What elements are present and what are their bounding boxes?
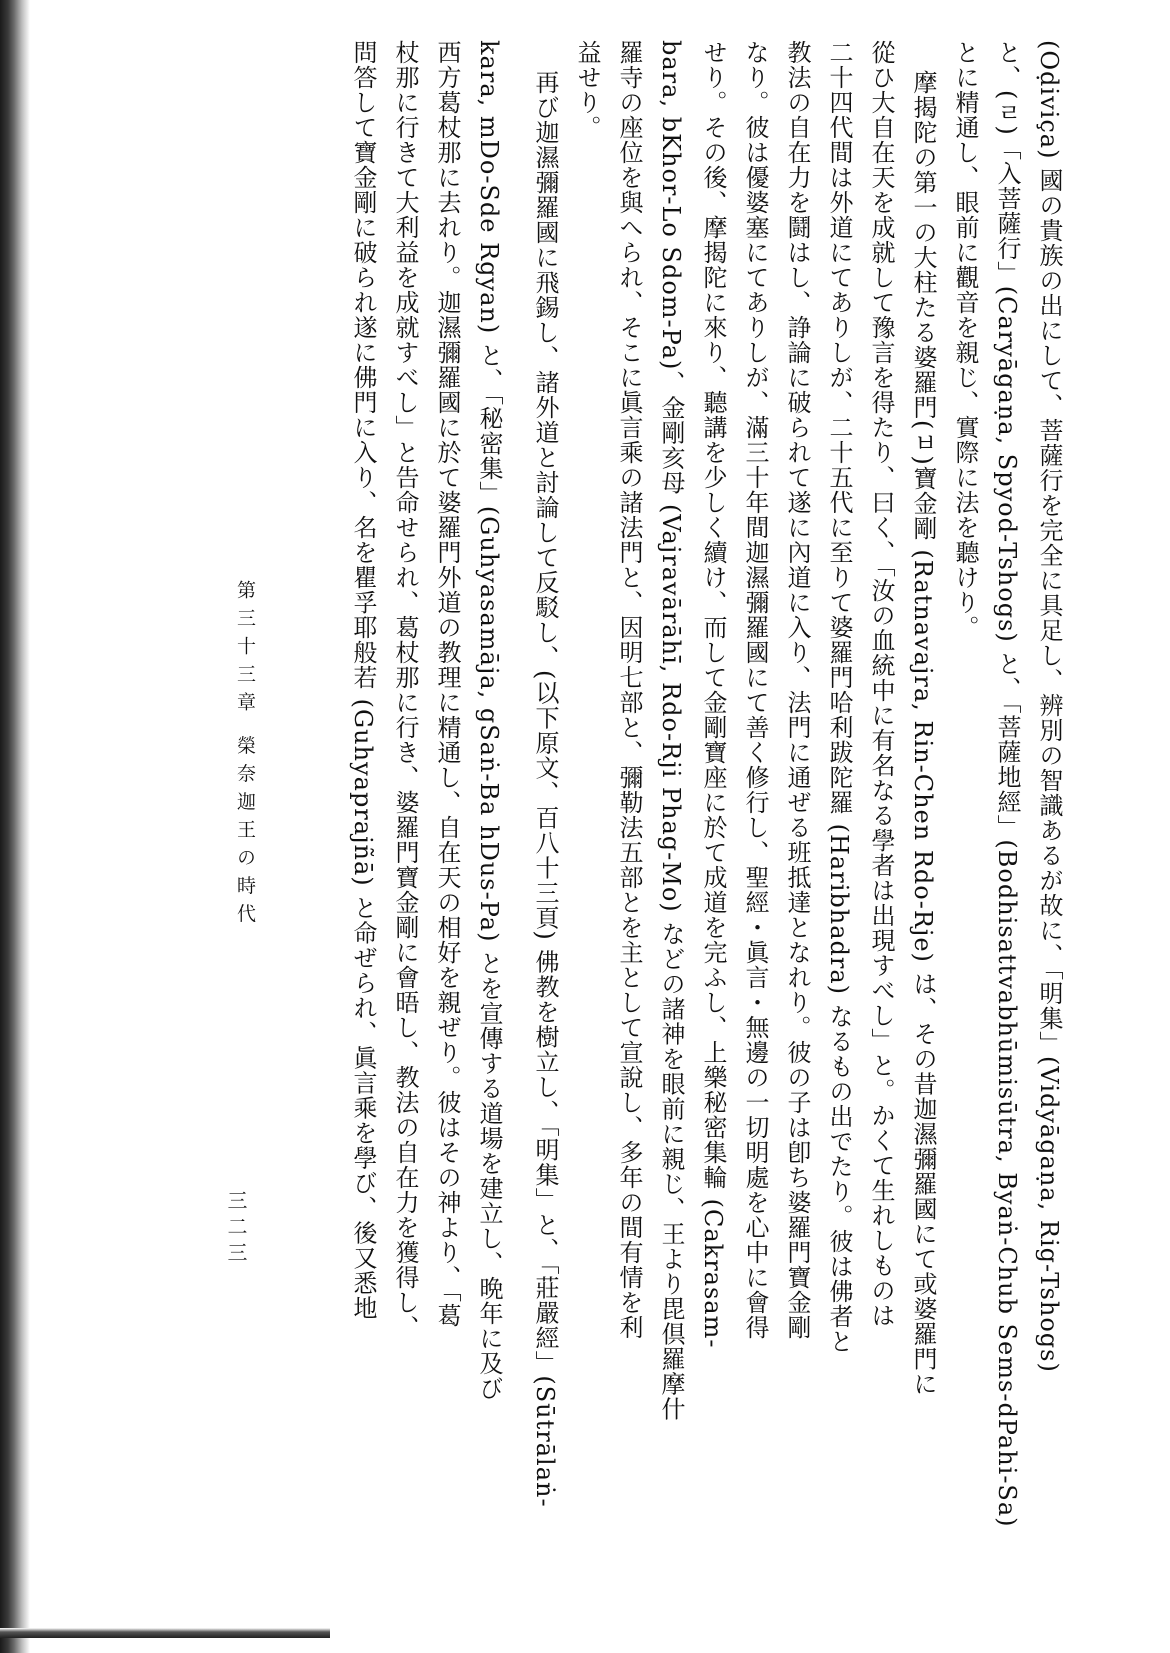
text-line: 問答して寶金剛に破られ遂に佛門に入り、名を瞿孚耶般若 (Guhyaprajñā) と命ぜられ、眞言乘を學び、後又悉地: [349, 40, 377, 1321]
text-line: 西方葛杖那に去れり。迦濕彌羅國に於て婆羅門外道の教理に精通し、自在天の相好を親ぜり。彼はその神より、「葛: [433, 40, 461, 1328]
binding-shadow: [0, 0, 30, 1653]
text-line: 教法の自在力を鬪はし、諍論に破られて遂に內道に入り、法門に通ぜる班抵達となれり。彼の子は卽ち婆羅門寶金剛: [783, 40, 811, 1340]
running-head: 第三十三章 榮奈迦王の時代: [234, 580, 256, 932]
body-text: [342, 40, 1070, 1528]
text-line: 二十四代間は外道にてありしが、二十五代に至りて婆羅門哈利跋陀羅 (Haribhadra) なるもの出でたり。彼は佛者と: [825, 40, 853, 1354]
text-line: 從ひ大自在天を成就して豫言を得たり、曰く、「汝の血統中に有名なる學者は出現すべし」と。かくて生れしものは: [867, 40, 895, 1328]
text-line: せり。その後、摩揭陀に來り、聽講を少しく續け、而して金剛寶座に於て成道を完ふし、上樂秘密集輪 (Cakrasam-: [699, 40, 727, 1349]
page-edge-shadow: [0, 1628, 330, 1638]
page-number: 三二三: [224, 1190, 248, 1268]
paragraph-start: 摩揭陀の第一の大柱たる婆羅門(ㅂ)寶金剛 (Ratnavajra, Rin-Chen Rdo-Rje) は、その昔迦濕彌羅國にて或婆羅門に: [909, 70, 937, 1397]
text-line: と、(ㄹ)「入菩薩行」(Caryāgaṇa, Spyod-Tshogs) と、「菩薩地經」(Bodhisattvabhūmisūtra, Byaṅ-Chub Sems-dPahi-Sa): [993, 40, 1021, 1528]
text-line: 益せり。: [573, 40, 601, 140]
text-line: kara, mDo-Sde Rgyan) と、「秘密集」(Guhyasamāja, gSaṅ-Ba hDus-Pa) とを宣傳する道場を建立し、晩年に及び: [475, 40, 503, 1402]
text-line: bara, bKhor-Lo Sdom-Pa)、金剛亥母 (Vajravārāhī, Rdo-Rji Phag-Mo) などの諸神を眼前に親じ、王より毘倶羅摩什: [657, 40, 685, 1422]
text-line: 杖那に行きて大利益を成就すべし」と告命せられ、葛杖那に行き、婆羅門寶金剛に會晤し、教法の自在力を獲得し、: [391, 40, 419, 1340]
text-line: 羅寺の座位を與へられ、そこに眞言乘の諸法門と、因明七部と、彌勒法五部とを主として宣說し、多年の間有情を利: [615, 40, 643, 1340]
paragraph-start: 再び迦濕彌羅國に飛錫し、諸外道と討論して反駁し、(以下原文、百八十三頁) 佛教を樹立し、「明集」と、「莊嚴經」(Sūtrālaṅ-: [531, 70, 559, 1508]
text-line: とに精通し、眼前に觀音を親じ、實際に法を聽けり。: [951, 40, 979, 640]
text-line: なり。彼は優婆塞にてありしが、滿三十年間迦濕彌羅國にて善く修行し、聖經・眞言・無邊の一切明處を心中に會得: [741, 40, 769, 1340]
text-line: (Oḍiviça) 國の貴族の出にして、菩薩行を完全に具足し、辨別の智識あるが故に、「明集」(Vidyāgaṇa, Rig-Tshogs): [1035, 40, 1063, 1373]
